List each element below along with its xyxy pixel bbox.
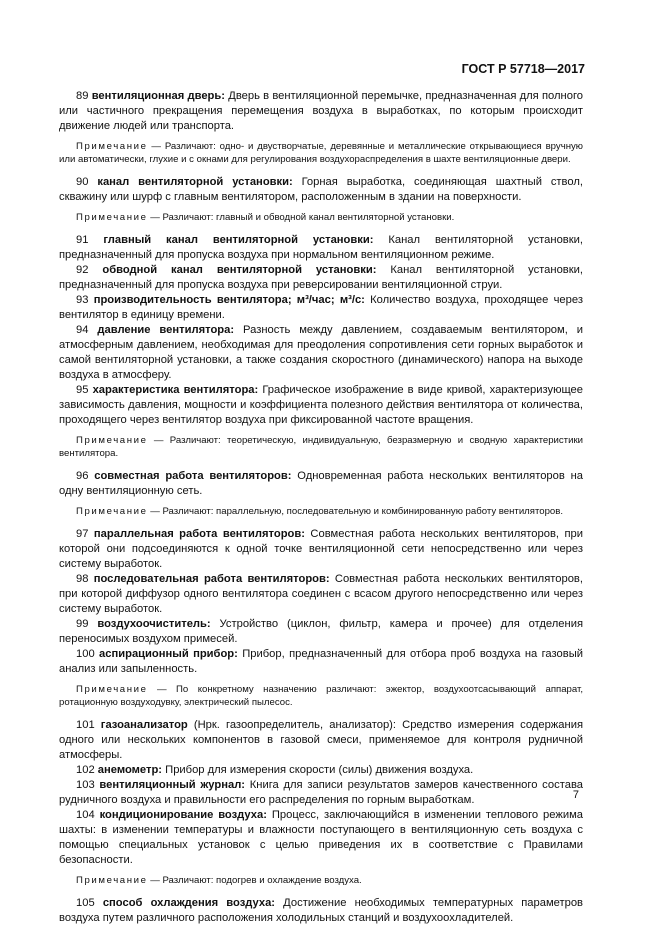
entry-number: 94 — [76, 324, 98, 336]
note-text: — Различают: подогрев и охлаждение воздуха. — [147, 875, 362, 886]
entry-definition: Канал вентиляторной установки, предназначенный для пропуска воздуха при реверсировании вентиляционной струи. — [59, 264, 583, 291]
term-entry — [59, 89, 583, 134]
entry-number: 104 — [76, 809, 100, 821]
entry-definition: Количество воздуха, проходящее через вентилятор в единицу времени. — [59, 294, 583, 321]
entry-definition: Прибор, предназначенный для отбора проб воздуха на газовый анализ или запыленность. — [59, 648, 583, 675]
note — [59, 505, 583, 518]
note-label: Примечание — [76, 875, 148, 886]
term-entry — [59, 647, 583, 677]
note-text: — Различают: теоретическую, индивидуальную, безразмерную и сводную характеристики вентилятора. — [59, 435, 583, 459]
note-label: Примечание — [76, 435, 148, 446]
entry-definition: Графическое изображение в виде кривой, характеризующее зависимость давления, мощности и коэффициента полезного действия вентилятора от количества, проходящего через вентилятор воздуха при фиксированной частоте вращения. — [59, 384, 583, 426]
note-text: — Различают: параллельную, последовательную и комбинированную работу вентиляторов. — [147, 506, 564, 517]
entry-definition: Горная выработка, соединяющая шахтный ствол, скважину или шурф с главным вентилятором, расположенным в здании на поверхности. — [59, 176, 583, 203]
entry-number: 102 — [76, 764, 98, 776]
entry-definition: Прибор для измерения скорости (силы) движения воздуха. — [162, 764, 474, 776]
document-body — [59, 89, 583, 926]
entry-number: 92 — [76, 264, 103, 276]
entry-term: последовательная работа вентиляторов: — [93, 573, 330, 585]
term-entry — [59, 718, 583, 763]
term-entry — [59, 617, 583, 647]
entry-number: 90 — [76, 176, 98, 188]
entry-term: способ охлаждения воздуха: — [102, 897, 276, 909]
note-text: — Различают: одно- и двустворчатые, деревянные и металлические открывающиеся вручную или автоматически, глухие и с окнами для регулирования воздухораспределения в шахте вентиляционные двери. — [59, 141, 583, 165]
entry-number: 96 — [76, 470, 95, 482]
term-entry — [59, 527, 583, 572]
term-entry — [59, 469, 583, 499]
term-entry — [59, 175, 583, 205]
entry-term: кондиционирование воздуха: — [99, 809, 267, 821]
entry-number: 103 — [76, 779, 100, 791]
note — [59, 874, 583, 887]
entry-definition: Достижение необходимых температурных параметров воздуха путем различного расположения холодильных станций и воздухоохладителей. — [59, 897, 583, 924]
entry-number: 97 — [76, 528, 94, 540]
page-number: 7 — [572, 789, 579, 801]
entry-definition: Совместная работа нескольких вентиляторов, при которой диффузор одного вентилятора соединен с всасом другого непосредственно или через систему выработок. — [59, 573, 583, 615]
note-label: Примечание — [76, 506, 148, 517]
term-entry — [59, 263, 583, 293]
note-label: Примечание — [76, 141, 148, 152]
entry-alt-terms: (Нрк. газоопределитель, анализатор): — [187, 719, 397, 731]
entry-definition: Разность между давлением, создаваемым вентилятором, и атмосферным давлением, необходимая для преодоления сопротивления сети горных выработок и самой вентиляторной установки, а также создания скоростного (динамического) напора на выходе воздуха в атмосферу. — [59, 324, 583, 381]
entry-term: газоанализатор — [100, 719, 188, 731]
entry-number: 101 — [76, 719, 101, 731]
term-entry — [59, 763, 583, 778]
entry-term: канал вентиляторной установки: — [97, 176, 293, 188]
entry-definition: Дверь в вентиляционной перемычке, предназначенная для полного или частичного прекращения перемещения воздуха в выработках, по которым происходит движение людей или транспорта. — [59, 90, 583, 132]
term-entry — [59, 323, 583, 383]
term-entry — [59, 778, 583, 808]
term-entry — [59, 896, 583, 926]
document-header: ГОСТ Р 57718—2017 — [461, 62, 585, 76]
entry-term: воздухоочиститель: — [97, 618, 211, 630]
entry-definition: Одновременная работа нескольких вентиляторов на одну вентиляционную сеть. — [59, 470, 583, 497]
note — [59, 211, 583, 224]
entry-definition: Процесс, заключающийся в изменении теплового режима шахты: в изменении температуры и влажности поступающего в вентиляционную сеть воздуха с помощью специальных установок с целью приведения их в соответствие с Правилами безопасности. — [59, 809, 584, 866]
entry-number: 93 — [76, 294, 94, 306]
entry-number: 100 — [76, 648, 100, 660]
entry-term: параллельная работа вентиляторов: — [93, 528, 305, 540]
note — [59, 683, 583, 709]
entry-number: 98 — [76, 573, 94, 585]
term-entry — [59, 572, 583, 617]
note — [59, 434, 583, 460]
entry-term: вентиляционная дверь: — [91, 90, 225, 102]
term-entry — [59, 808, 583, 868]
note-label: Примечание — [76, 684, 148, 695]
entry-number: 95 — [76, 384, 93, 396]
entry-term: обводной канал вентиляторной установки: — [102, 264, 377, 276]
note — [59, 140, 583, 166]
entry-number: 105 — [76, 897, 103, 909]
entry-definition: Канал вентиляторной установки, предназначенный для пропуска воздуха при нормальном вентиляционном режиме. — [59, 234, 583, 261]
entry-term: аспирационный прибор: — [99, 648, 238, 660]
entry-number: 91 — [76, 234, 104, 246]
term-entry — [59, 383, 583, 428]
entry-definition: Средство измерения содержания одного или нескольких компонентов в газовой смеси, применяемое для контроля рудничной атмосферы. — [59, 719, 583, 761]
entry-term: совместная работа вентиляторов: — [94, 470, 292, 482]
entry-number: 89 — [76, 90, 92, 102]
entry-number: 99 — [76, 618, 98, 630]
note-text: — Различают: главный и обводной канал вентиляторной установки. — [147, 212, 455, 223]
entry-term: вентиляционный журнал: — [99, 779, 246, 791]
entry-term: главный канал вентиляторной установки: — [103, 234, 374, 246]
entry-definition: Совместная работа нескольких вентиляторов, при которой они подсоединяются к одной точке вентиляционной сети непосредственно или через систему выработок. — [59, 528, 583, 570]
entry-definition: Книга для записи результатов замеров качественного состава рудничного воздуха и правильности его распределения по горным выработкам. — [59, 779, 583, 806]
entry-term: характеристика вентилятора: — [92, 384, 259, 396]
entry-term: производительность вентилятора; м³/час; м³/с: — [93, 294, 365, 306]
entry-term: давление вентилятора: — [97, 324, 235, 336]
entry-definition: Устройство (циклон, фильтр, камера и прочее) для отделения переносимых воздухом примесей. — [59, 618, 583, 645]
note-label: Примечание — [76, 212, 148, 223]
note-text: — По конкретному назначению различают: эжектор, воздухоотсасывающий аппарат, ротационную воздуходувку, электрический пылесос. — [59, 684, 583, 708]
term-entry — [59, 233, 583, 263]
term-entry — [59, 293, 583, 323]
entry-term: анемометр: — [97, 764, 163, 776]
